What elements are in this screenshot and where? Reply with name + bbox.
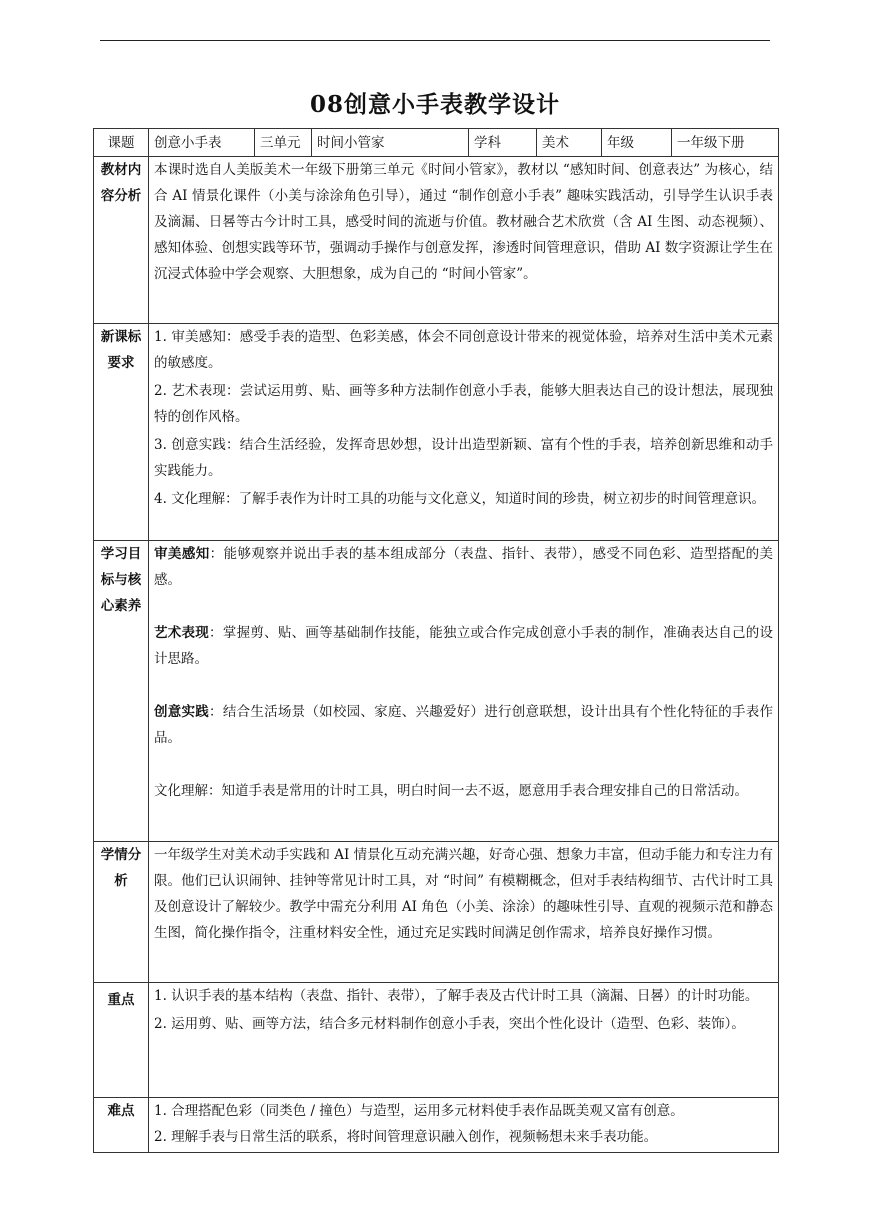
goal-item xyxy=(154,541,773,593)
difficulties-row xyxy=(94,1098,779,1153)
goal-sep: ： xyxy=(209,704,223,720)
goal-item xyxy=(154,778,773,804)
goal-key: 审美感知 xyxy=(154,546,210,562)
goal-sep: ： xyxy=(209,625,223,641)
standards-item: 3. 创意实践：结合生活经验，发挥奇思妙想，设计出造型新颖、富有个性的手表，培养创新思维和动手实践能力。 xyxy=(154,437,773,479)
goal-text: 掌握剪、贴、画等基础制作技能，能独立或合作完成创意小手表的制作，准确表达自己的设计思路。 xyxy=(154,625,774,667)
subject-value: 美术 xyxy=(537,129,602,157)
difficulty-item: 2. 理解手表与日常生活的联系，将时间管理意识融入创作，视频畅想未来手表功能。 xyxy=(154,1129,658,1145)
unit-value: 三单元 xyxy=(255,129,312,157)
goal-key: 艺术表现 xyxy=(154,625,210,641)
goals-label: 学习目标与核心素养 xyxy=(94,541,149,842)
textbook-cell xyxy=(149,157,779,324)
page-title: 08创意小手表教学设计 xyxy=(309,91,560,118)
learners-row xyxy=(94,842,779,983)
learners-cell xyxy=(149,842,779,983)
standards-item: 2. 艺术表现：尝试运用剪、贴、画等多种方法制作创意小手表，能够大胆表达自己的设计想法，展现独特的创作风格。 xyxy=(154,383,773,425)
key-point-item: 2. 运用剪、贴、画等方法，结合多元材料制作创意小手表，突出个性化设计（造型、色彩、装饰）。 xyxy=(154,1016,745,1032)
goals-cell xyxy=(149,541,779,842)
learners-text: 一年级学生对美术动手实践和 AI 情景化互动充满兴趣，好奇心强、想象力丰富，但动手能力和专注力有限。他们已认识闹钟、挂钟等常见计时工具，对 “时间” 有模糊概念，但对手表结构细节、古代计时工具及创意设计了解较少。教学中需充分利用 AI 角色（小美、涂涂）的趣味性引导、直观的视频示范和静态生图，简化操作指令，注重材料安全性，通过充足实践时间满足创作需求，培养良好操作习惯。 xyxy=(154,847,773,941)
key-points-cell xyxy=(149,983,779,1098)
learners-label: 学情分析 xyxy=(94,842,149,983)
grade-value: 一年级下册 xyxy=(672,129,779,157)
goal-text: 能够观察并说出手表的基本组成部分（表盘、指针、表带），感受不同色彩、造型搭配的美感。 xyxy=(154,546,774,588)
header-rule xyxy=(100,40,770,41)
standards-item: 4. 文化理解：了解手表作为计时工具的功能与文化意义，知道时间的珍贵，树立初步的时间管理意识。 xyxy=(154,491,766,507)
difficulties-label: 难点 xyxy=(94,1098,149,1153)
textbook-label: 教材内容分析 xyxy=(94,157,149,324)
goal-text: 结合生活场景（如校园、家庭、兴趣爱好）进行创意联想，设计出具有个性化特征的手表作品。 xyxy=(154,704,774,746)
key-point-item: 1. 认识手表的基本结构（表盘、指针、表带），了解手表及古代计时工具（滴漏、日晷）的计时功能。 xyxy=(154,988,759,1004)
goal-item xyxy=(154,620,773,672)
textbook-row xyxy=(94,157,779,324)
topic-value: 创意小手表 xyxy=(149,129,255,157)
key-points-label: 重点 xyxy=(94,983,149,1098)
key-points-row xyxy=(94,983,779,1098)
textbook-text: 本课时选自人美版美术一年级下册第三单元《时间小管家》，教材以 “感知时间、创意表达” 为核心，结合 AI 情景化课件（小美与涂涂角色引导），通过 “制作创意小手表” 趣味实践活动，引导学生认识手表及滴漏、日晷等古今计时工具，感受时间的流逝与价值。教材融合艺术欣赏（含 AI 生图、动态视频）、感知体验、创想实践等环节，强调动手操作与创意发挥，渗透时间管理意识，借助 AI 数字资源让学生在沉浸式体验中学会观察、大胆想象，成为自己的 “时间小管家”。 xyxy=(154,162,773,282)
goal-sep: ： xyxy=(209,546,224,562)
goals-row xyxy=(94,541,779,842)
difficulty-item: 1. 合理搭配色彩（同类色 / 撞色）与造型，运用多元材料使手表作品既美观又富有创意。 xyxy=(154,1103,684,1119)
subject-label: 学科 xyxy=(469,129,537,157)
goal-key: 创意实践 xyxy=(154,704,210,720)
standards-row xyxy=(94,324,779,541)
standards-label: 新课标要求 xyxy=(94,324,149,541)
goal-text: 文化理解：知道手表是常用的计时工具，明白时间一去不返，愿意用手表合理安排自己的日常活动。 xyxy=(154,783,748,799)
header-row xyxy=(94,129,779,157)
standards-cell xyxy=(149,324,779,541)
goal-item xyxy=(154,699,773,751)
standards-item: 1. 审美感知：感受手表的造型、色彩美感，体会不同创意设计带来的视觉体验，培养对生活中美术元素的敏感度。 xyxy=(154,329,773,371)
grade-label: 年级 xyxy=(602,129,672,157)
difficulties-cell xyxy=(149,1098,779,1153)
topic-label: 课题 xyxy=(94,129,149,157)
unit-name-value: 时间小管家 xyxy=(312,129,469,157)
lesson-plan-table xyxy=(93,128,779,1153)
